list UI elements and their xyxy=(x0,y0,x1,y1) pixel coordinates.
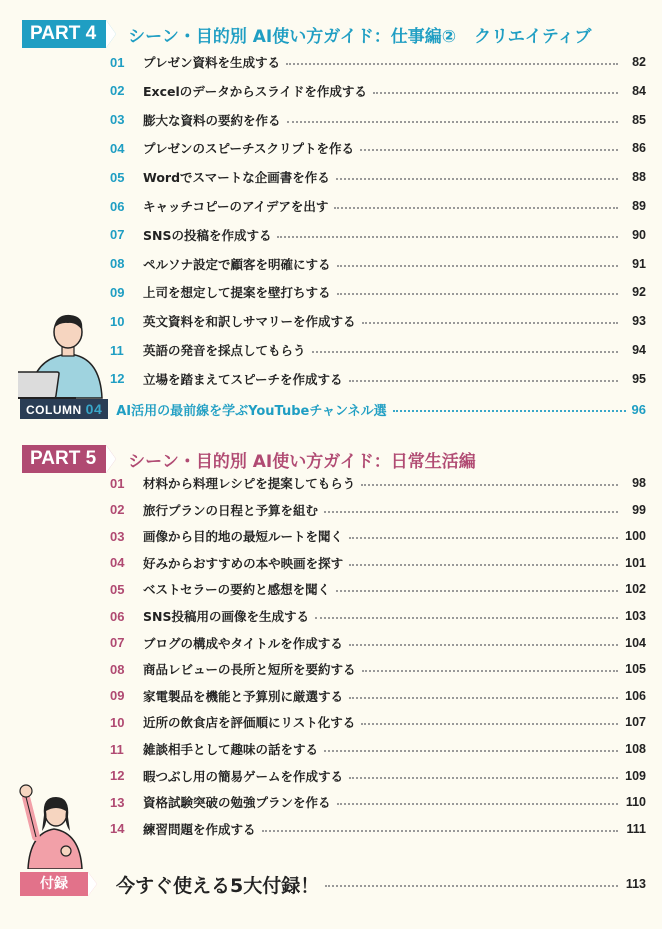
toc-item-title: Excelのデータからスライドを作成する xyxy=(143,83,367,99)
appendix-row xyxy=(20,870,646,898)
part5-header xyxy=(22,445,476,473)
appendix-badge xyxy=(20,872,88,896)
toc-item-number: 05 xyxy=(110,581,125,597)
toc-item-title: 練習問題を作成する xyxy=(143,821,256,837)
toc-item-number: 08 xyxy=(110,661,125,677)
toc-item-page: 86 xyxy=(632,141,646,156)
toc-row xyxy=(110,340,646,360)
toc-row xyxy=(110,686,646,706)
part5-badge-text: PART 5 xyxy=(30,448,97,469)
toc-row xyxy=(110,739,646,759)
toc-item-page: 110 xyxy=(625,795,646,810)
toc-row xyxy=(110,81,646,101)
leader-dots xyxy=(337,803,618,805)
leader-dots xyxy=(349,644,618,646)
leader-dots xyxy=(349,380,618,382)
leader-dots xyxy=(262,830,618,832)
toc-item-number: 07 xyxy=(110,635,125,651)
leader-dots xyxy=(336,590,618,592)
toc-row xyxy=(110,473,646,493)
toc-item-number: 03 xyxy=(110,112,125,128)
leader-dots xyxy=(286,63,618,65)
toc-item-number: 10 xyxy=(110,714,125,730)
toc-item-page: 101 xyxy=(625,555,646,570)
part4-subtitle: クリエイティブ xyxy=(474,26,592,47)
column-leader-dots xyxy=(393,410,626,412)
toc-item-title: 材料から料理レシピを提案してもらう xyxy=(143,476,356,491)
toc-item-number: 09 xyxy=(110,284,125,300)
leader-dots xyxy=(277,236,618,238)
toc-row xyxy=(110,526,646,546)
toc-item-title: キャッチコピーのアイデアを出す xyxy=(143,199,329,214)
toc-row xyxy=(110,254,646,274)
toc-row xyxy=(110,138,646,158)
leader-dots xyxy=(362,322,618,324)
column-number: 04 xyxy=(85,401,103,417)
toc-item-number: 11 xyxy=(110,741,124,757)
toc-item-page: 109 xyxy=(625,768,646,783)
toc-item-title: 家電製品を機能と予算別に厳選する xyxy=(143,688,344,704)
toc-item-number: 06 xyxy=(110,198,125,214)
column-title: AI活用の最前線を学ぶYouTubeチャンネル選 xyxy=(116,403,387,419)
toc-item-title: 好みからおすすめの本や映画を探す xyxy=(143,555,344,571)
toc-item-number: 12 xyxy=(110,768,125,784)
column-page: 96 xyxy=(631,401,646,417)
toc-row xyxy=(110,819,646,839)
toc-item-title: 旅行プランの日程と予算を組む xyxy=(143,502,319,518)
leader-dots xyxy=(324,750,618,752)
toc-item-page: 95 xyxy=(632,371,646,386)
toc-item-page: 103 xyxy=(625,609,646,623)
leader-dots xyxy=(337,265,618,267)
appendix-leader-dots xyxy=(325,885,618,887)
toc-item-title: ペルソナ設定で顧客を明確にする xyxy=(143,256,331,272)
toc-item-number: 01 xyxy=(110,54,125,70)
toc-item-number: 09 xyxy=(110,688,125,704)
toc-item-number: 01 xyxy=(110,475,125,491)
toc-row xyxy=(110,196,646,216)
toc-item-title: 雑談相手として趣味の話をする xyxy=(143,742,319,757)
appendix-badge-text: 付録 xyxy=(40,876,68,892)
toc-row xyxy=(110,167,646,187)
toc-item-page: 108 xyxy=(625,742,646,756)
toc-item-title: 暇つぶし用の簡易ゲームを作成する xyxy=(143,768,344,784)
toc-row xyxy=(110,792,646,812)
leader-dots xyxy=(312,351,618,353)
toc-item-number: 11 xyxy=(110,342,124,358)
column-badge xyxy=(20,399,108,419)
toc-row xyxy=(110,500,646,520)
cheering-woman-illustration xyxy=(18,775,88,869)
toc-item-title: Wordでスマートな企画書を作る xyxy=(143,170,330,186)
toc-row xyxy=(110,282,646,302)
toc-item-page: 85 xyxy=(632,112,646,127)
toc-item-page: 111 xyxy=(626,821,646,836)
toc-item-page: 105 xyxy=(625,662,646,677)
toc-item-number: 02 xyxy=(110,502,125,518)
toc-item-number: 05 xyxy=(110,169,125,185)
leader-dots xyxy=(373,92,618,94)
toc-row xyxy=(110,369,646,389)
toc-item-title: ブログの構成やタイトルを作成する xyxy=(143,635,343,651)
toc-item-number: 07 xyxy=(110,227,125,243)
toc-item-title: 英語の発音を採点してもらう xyxy=(143,343,306,358)
toc-item-number: 13 xyxy=(110,794,125,810)
toc-item-number: 04 xyxy=(110,140,125,156)
toc-item-number: 03 xyxy=(110,528,125,544)
toc-row xyxy=(110,633,646,653)
toc-item-title: プレゼン資料を生成する xyxy=(143,55,281,70)
leader-dots xyxy=(337,293,618,295)
toc-item-title: 立場を踏まえてスピーチを作成する xyxy=(143,371,343,387)
toc-item-page: 89 xyxy=(632,199,646,213)
toc-item-title: 資格試験突破の勉強プランを作る xyxy=(143,795,331,811)
toc-row xyxy=(110,659,646,679)
toc-item-page: 107 xyxy=(625,715,646,730)
toc-item-title: SNS投稿用の画像を生成する xyxy=(143,609,309,624)
toc-row xyxy=(110,712,646,732)
leader-dots xyxy=(349,777,618,779)
toc-item-title: 画像から目的地の最短ルートを聞く xyxy=(143,529,344,545)
toc-item-number: 10 xyxy=(110,313,125,329)
toc-item-page: 91 xyxy=(632,256,646,271)
toc-item-page: 82 xyxy=(632,55,646,69)
toc-item-number: 04 xyxy=(110,555,125,571)
appendix-page: 113 xyxy=(625,877,646,891)
toc-row xyxy=(110,553,646,573)
toc-item-title: SNSの投稿を作成する xyxy=(143,227,272,243)
leader-dots xyxy=(361,723,618,725)
leader-dots xyxy=(315,617,618,619)
part4-badge-text: PART 4 xyxy=(30,23,97,44)
leader-dots xyxy=(287,121,618,123)
leader-dots xyxy=(361,484,618,486)
part4-title xyxy=(128,22,591,47)
leader-dots xyxy=(324,511,618,513)
part4-badge xyxy=(22,20,106,48)
toc-item-title: 膨大な資料の要約を作る xyxy=(143,112,281,128)
toc-item-title: 英文資料を和訳しサマリーを作成する xyxy=(143,314,356,330)
toc-item-number: 06 xyxy=(110,608,125,624)
toc-row xyxy=(110,766,646,786)
toc-item-page: 92 xyxy=(632,285,646,300)
toc-item-page: 88 xyxy=(632,170,646,185)
leader-dots xyxy=(362,670,618,672)
toc-item-title: プレゼンのスピーチスクリプトを作る xyxy=(143,141,355,157)
part4-title-text: シーン・目的別 AI使い方ガイド：仕事編② xyxy=(128,26,457,47)
leader-dots xyxy=(349,537,618,539)
toc-item-title: 商品レビューの長所と短所を要約する xyxy=(143,662,356,678)
toc-row xyxy=(110,110,646,130)
toc-row xyxy=(110,606,646,626)
toc-item-title: ベストセラーの要約と感想を聞く xyxy=(143,582,331,598)
toc-item-number: 14 xyxy=(110,821,125,837)
toc-item-page: 98 xyxy=(632,476,646,490)
column-label: COLUMN xyxy=(26,403,82,417)
toc-row xyxy=(110,52,646,72)
toc-row xyxy=(110,311,646,331)
toc-row xyxy=(110,225,646,245)
leader-dots xyxy=(349,564,618,566)
toc-item-page: 106 xyxy=(625,688,646,703)
toc-item-number: 08 xyxy=(110,256,125,272)
part5-title-text: シーン・目的別 AI使い方ガイド：日常生活編 xyxy=(128,451,476,472)
toc-item-page: 99 xyxy=(632,502,646,517)
person-laptop-illustration xyxy=(18,310,110,400)
toc-item-page: 100 xyxy=(625,529,646,544)
appendix-title: 今すぐ使える5大付録！ xyxy=(116,874,320,897)
toc-item-page: 104 xyxy=(625,635,646,650)
part5-badge xyxy=(22,445,106,473)
toc-item-number: 02 xyxy=(110,83,125,99)
leader-dots xyxy=(360,149,618,151)
toc-item-page: 93 xyxy=(632,314,646,329)
leader-dots xyxy=(349,697,618,699)
toc-item-page: 84 xyxy=(632,83,646,98)
column-row xyxy=(20,399,646,419)
toc-item-page: 94 xyxy=(632,343,646,357)
toc-row xyxy=(110,579,646,599)
toc-item-number: 12 xyxy=(110,371,125,387)
toc-item-page: 90 xyxy=(632,227,646,242)
part4-header xyxy=(22,20,591,48)
toc-item-page: 102 xyxy=(625,582,646,597)
toc-item-title: 上司を想定して提案を壁打ちする xyxy=(143,285,331,301)
toc-item-title: 近所の飲食店を評価順にリスト化する xyxy=(143,715,356,731)
leader-dots xyxy=(336,178,618,180)
part5-title xyxy=(128,447,476,472)
leader-dots xyxy=(334,207,618,209)
